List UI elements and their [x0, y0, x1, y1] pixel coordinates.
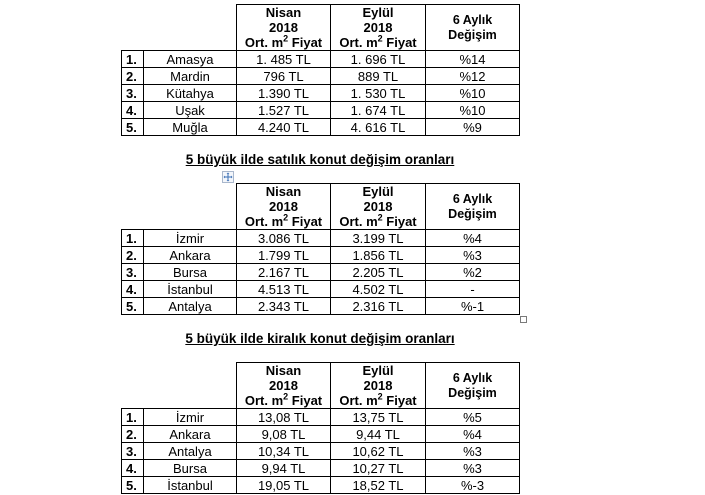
header-eylul [331, 363, 426, 409]
eylul-price-cell: 13,75 TL [331, 409, 426, 426]
nisan-price-cell: 13,08 TL [237, 409, 331, 426]
header-eylul [331, 184, 426, 230]
header-eylul-year: 2018 [363, 378, 393, 393]
header-ort-sup: 2 [283, 391, 289, 402]
change-cell: %3 [426, 247, 520, 264]
eylul-price-cell: 10,62 TL [331, 443, 426, 460]
row-number: 5. [122, 477, 144, 494]
city-cell: Bursa [144, 460, 237, 477]
table-row [122, 426, 520, 443]
city-cell: İzmir [144, 409, 237, 426]
header-ort-sup: 2 [377, 33, 383, 44]
header-ort-prefix: Ort. m [339, 393, 378, 408]
change-cell: %-3 [426, 477, 520, 494]
table-row [122, 68, 520, 85]
header-ort-prefix: Ort. m [244, 35, 284, 50]
eylul-price-cell: 10,27 TL [331, 460, 426, 477]
header-ort-suffix: Fiyat [382, 35, 417, 50]
row-number: 5. [122, 298, 144, 315]
header-nisan-year: 2018 [269, 199, 298, 214]
nisan-price-cell: 1.799 TL [237, 247, 331, 264]
row-number: 4. [122, 281, 144, 298]
table-sale [121, 183, 520, 315]
header-nisan [237, 184, 331, 230]
header-nisan-year: 2018 [269, 20, 298, 35]
eylul-price-cell: 18,52 TL [331, 477, 426, 494]
header-ort-prefix: Ort. m [339, 35, 378, 50]
header-nisan-month: Nisan [265, 5, 302, 20]
header-change-line2: Değişim [448, 27, 497, 42]
header-row [122, 184, 520, 230]
row-number: 2. [122, 247, 144, 264]
header-change-line2: Değişim [448, 385, 497, 400]
nisan-price-cell: 10,34 TL [237, 443, 331, 460]
eylul-price-cell: 4. 616 TL [331, 119, 426, 136]
row-number: 2. [122, 68, 144, 85]
nisan-price-cell: 2.343 TL [237, 298, 331, 315]
square-resize-icon[interactable] [520, 316, 527, 323]
eylul-price-cell: 9,44 TL [331, 426, 426, 443]
row-number: 2. [122, 426, 144, 443]
table-title-sale: 5 büyük ilde satılık konut değişim oranları [185, 152, 455, 167]
table-row [122, 102, 520, 119]
row-number: 4. [122, 460, 144, 477]
header-change-line1: 6 Aylık [452, 191, 493, 206]
header-change-line2: Değişim [448, 206, 497, 221]
eylul-price-cell: 2.205 TL [331, 264, 426, 281]
header-nisan [237, 5, 331, 51]
change-cell: %3 [426, 460, 520, 477]
header-ort-prefix: Ort. m [339, 214, 378, 229]
row-number: 5. [122, 119, 144, 136]
change-cell: %3 [426, 443, 520, 460]
table-row [122, 409, 520, 426]
row-number: 1. [122, 230, 144, 247]
nisan-price-cell: 9,08 TL [237, 426, 331, 443]
header-eylul-year: 2018 [363, 20, 393, 35]
row-number: 1. [122, 409, 144, 426]
change-cell: %5 [426, 409, 520, 426]
eylul-price-cell: 889 TL [331, 68, 426, 85]
header-ort-sup: 2 [377, 212, 383, 223]
change-cell: %-1 [426, 298, 520, 315]
header-eylul-month: Eylül [362, 363, 394, 378]
header-blank [122, 184, 237, 230]
row-number: 1. [122, 51, 144, 68]
four-arrow-move-icon[interactable] [222, 171, 234, 183]
city-cell: İstanbul [144, 281, 237, 298]
table-title-rent: 5 büyük ilde kiralık konut değişim oranları [185, 331, 455, 346]
header-eylul-month: Eylül [362, 5, 394, 20]
header-nisan-year: 2018 [269, 378, 298, 393]
city-cell: Ankara [144, 426, 237, 443]
table-row [122, 119, 520, 136]
header-nisan-month: Nisan [265, 184, 302, 199]
nisan-price-cell: 1.390 TL [237, 85, 331, 102]
header-ort-suffix: Fiyat [288, 393, 323, 408]
table-row [122, 281, 520, 298]
nisan-price-cell: 19,05 TL [237, 477, 331, 494]
row-number: 3. [122, 85, 144, 102]
table-row [122, 298, 520, 315]
eylul-price-cell: 1. 674 TL [331, 102, 426, 119]
change-cell: - [426, 281, 520, 298]
header-eylul [331, 5, 426, 51]
header-nisan-month: Nisan [265, 363, 302, 378]
eylul-price-cell: 1.856 TL [331, 247, 426, 264]
city-cell: İzmir [144, 230, 237, 247]
table-row [122, 443, 520, 460]
header-change [426, 363, 520, 409]
table-row [122, 477, 520, 494]
header-ort-prefix: Ort. m [244, 393, 284, 408]
change-cell: %4 [426, 426, 520, 443]
city-cell: Amasya [144, 51, 237, 68]
nisan-price-cell: 3.086 TL [237, 230, 331, 247]
nisan-price-cell: 796 TL [237, 68, 331, 85]
table-row [122, 230, 520, 247]
eylul-price-cell: 4.502 TL [331, 281, 426, 298]
city-cell: Mardin [144, 68, 237, 85]
eylul-price-cell: 1. 696 TL [331, 51, 426, 68]
eylul-price-cell: 1. 530 TL [331, 85, 426, 102]
nisan-price-cell: 9,94 TL [237, 460, 331, 477]
city-cell: Antalya [144, 443, 237, 460]
change-cell: %14 [426, 51, 520, 68]
city-cell: Bursa [144, 264, 237, 281]
city-cell: Kütahya [144, 85, 237, 102]
city-cell: Ankara [144, 247, 237, 264]
table-row [122, 460, 520, 477]
table-row [122, 51, 520, 68]
header-row [122, 363, 520, 409]
nisan-price-cell: 2.167 TL [237, 264, 331, 281]
city-cell: Muğla [144, 119, 237, 136]
header-ort-prefix: Ort. m [244, 214, 284, 229]
row-number: 3. [122, 443, 144, 460]
header-ort-suffix: Fiyat [288, 214, 323, 229]
table-row [122, 85, 520, 102]
nisan-price-cell: 1.527 TL [237, 102, 331, 119]
header-ort-sup: 2 [283, 33, 289, 44]
eylul-price-cell: 3.199 TL [331, 230, 426, 247]
header-blank [122, 5, 237, 51]
header-change [426, 184, 520, 230]
change-cell: %4 [426, 230, 520, 247]
table-top-change [121, 4, 520, 136]
header-blank [122, 363, 237, 409]
change-cell: %2 [426, 264, 520, 281]
row-number: 3. [122, 264, 144, 281]
header-eylul-year: 2018 [363, 199, 393, 214]
change-cell: %12 [426, 68, 520, 85]
header-eylul-month: Eylül [362, 184, 394, 199]
city-cell: İstanbul [144, 477, 237, 494]
header-change [426, 5, 520, 51]
header-ort-sup: 2 [377, 391, 383, 402]
change-cell: %10 [426, 102, 520, 119]
nisan-price-cell: 4.240 TL [237, 119, 331, 136]
change-cell: %10 [426, 85, 520, 102]
table-row [122, 264, 520, 281]
city-cell: Antalya [144, 298, 237, 315]
city-cell: Uşak [144, 102, 237, 119]
row-number: 4. [122, 102, 144, 119]
header-ort-suffix: Fiyat [382, 393, 417, 408]
table-rent [121, 362, 520, 494]
header-ort-sup: 2 [283, 212, 289, 223]
nisan-price-cell: 1. 485 TL [237, 51, 331, 68]
change-cell: %9 [426, 119, 520, 136]
eylul-price-cell: 2.316 TL [331, 298, 426, 315]
header-row [122, 5, 520, 51]
header-nisan [237, 363, 331, 409]
nisan-price-cell: 4.513 TL [237, 281, 331, 298]
table-row [122, 247, 520, 264]
header-change-line1: 6 Aylık [452, 12, 493, 27]
header-ort-suffix: Fiyat [382, 214, 417, 229]
header-change-line1: 6 Aylık [452, 370, 493, 385]
header-ort-suffix: Fiyat [288, 35, 323, 50]
